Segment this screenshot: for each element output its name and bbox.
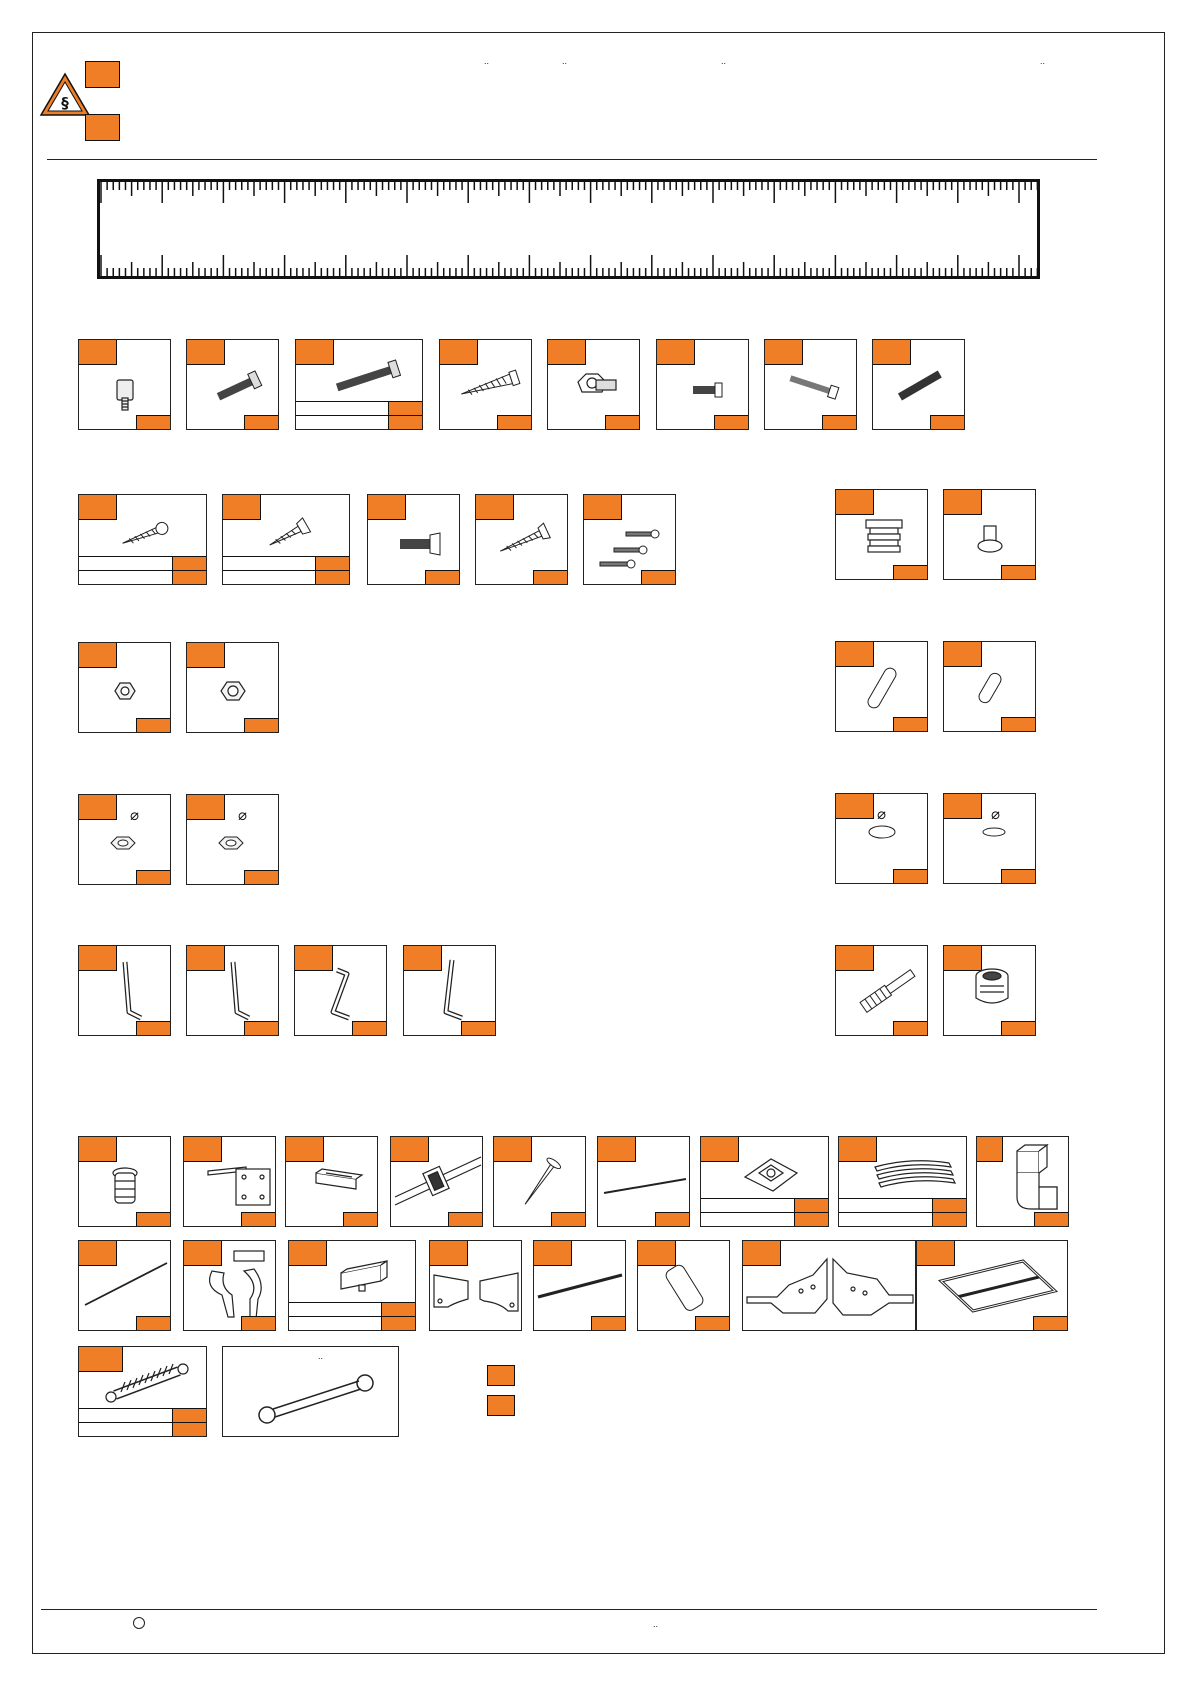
part-bolt-hex-long (295, 339, 423, 430)
header-mark-4: .. (1040, 56, 1046, 66)
part-washer-small (78, 794, 171, 885)
warning-symbol: § (61, 94, 69, 112)
part-screws-set (583, 494, 676, 585)
part-bracket-angle (183, 1136, 276, 1227)
part-screw-pan-head (78, 494, 207, 585)
part-slide-block (285, 1136, 378, 1227)
legend-badge-1 (487, 1365, 515, 1386)
part-screw-conical (439, 339, 532, 430)
diameter-icon: ⌀ (877, 805, 887, 823)
part-frame-rect (916, 1240, 1068, 1331)
part-tube-spacer (637, 1240, 730, 1331)
part-allen-key-1 (78, 945, 171, 1036)
header-divider (47, 159, 1097, 160)
part-bolt-threaded (872, 339, 965, 430)
part-slat-set (838, 1136, 967, 1227)
part-panel-bracket (429, 1240, 522, 1331)
part-rod-thin (597, 1136, 690, 1227)
header-mark-2: .. (562, 56, 568, 66)
header-badge-top (85, 61, 120, 88)
part-allen-key-3 (403, 945, 496, 1036)
part-base-plate (700, 1136, 829, 1227)
warning-triangle-icon (38, 71, 92, 119)
part-rod-long (78, 1240, 171, 1331)
part-washer-small-2 (186, 794, 279, 885)
header-mark-3: .. (721, 56, 727, 66)
part-bolt-allen-short (656, 339, 749, 430)
part-dowel-short (943, 641, 1036, 732)
part-mechanism-frame (742, 1240, 916, 1331)
diameter-icon: ⌀ (238, 806, 248, 824)
measuring-ruler (97, 179, 1040, 279)
part-screw-countersunk (222, 494, 350, 585)
ruler-frame (99, 181, 1039, 278)
part-screw-wood-long (764, 339, 857, 430)
header-badge-bottom (85, 114, 120, 141)
part-nail (493, 1136, 586, 1227)
part-bolt-hex-flange (78, 339, 171, 430)
part-bolt-flanged-head (547, 339, 640, 430)
part-cam-lock (943, 945, 1036, 1036)
circle-icon (133, 1617, 145, 1629)
legend-badge-2 (487, 1395, 515, 1416)
diameter-icon: ⌀ (991, 805, 1001, 823)
part-screw-chipboard (475, 494, 568, 585)
part-bar (533, 1240, 626, 1331)
part-nut-hex (186, 642, 279, 733)
part-cap-insert (835, 489, 928, 580)
part-washer-flat-large (835, 793, 928, 884)
part-dowel-long (835, 641, 928, 732)
footer-divider (41, 1609, 1097, 1610)
page-frame (32, 32, 1165, 1654)
part-spanner-tool (222, 1346, 399, 1437)
part-slide-holder (288, 1240, 416, 1331)
part-tension-spring (78, 1346, 207, 1437)
part-washer-flat-small (943, 793, 1036, 884)
part-nut-self-locking (78, 642, 171, 733)
header-mark-1: .. (484, 56, 490, 66)
part-corner-block (976, 1136, 1069, 1227)
part-bolt-hex (186, 339, 279, 430)
part-allen-key-z (294, 945, 387, 1036)
part-insert-nut (78, 1136, 171, 1227)
part-cam-bolt (835, 945, 928, 1036)
part-clip-connector (390, 1136, 483, 1227)
part-glide-button (943, 489, 1036, 580)
part-bolt-countersunk (367, 494, 460, 585)
diameter-icon: ⌀ (130, 806, 140, 824)
part-handle-bracket (183, 1240, 276, 1331)
part-allen-key-2 (186, 945, 279, 1036)
footer-mark: .. (653, 1619, 659, 1629)
tool-mark: .. (318, 1351, 324, 1361)
